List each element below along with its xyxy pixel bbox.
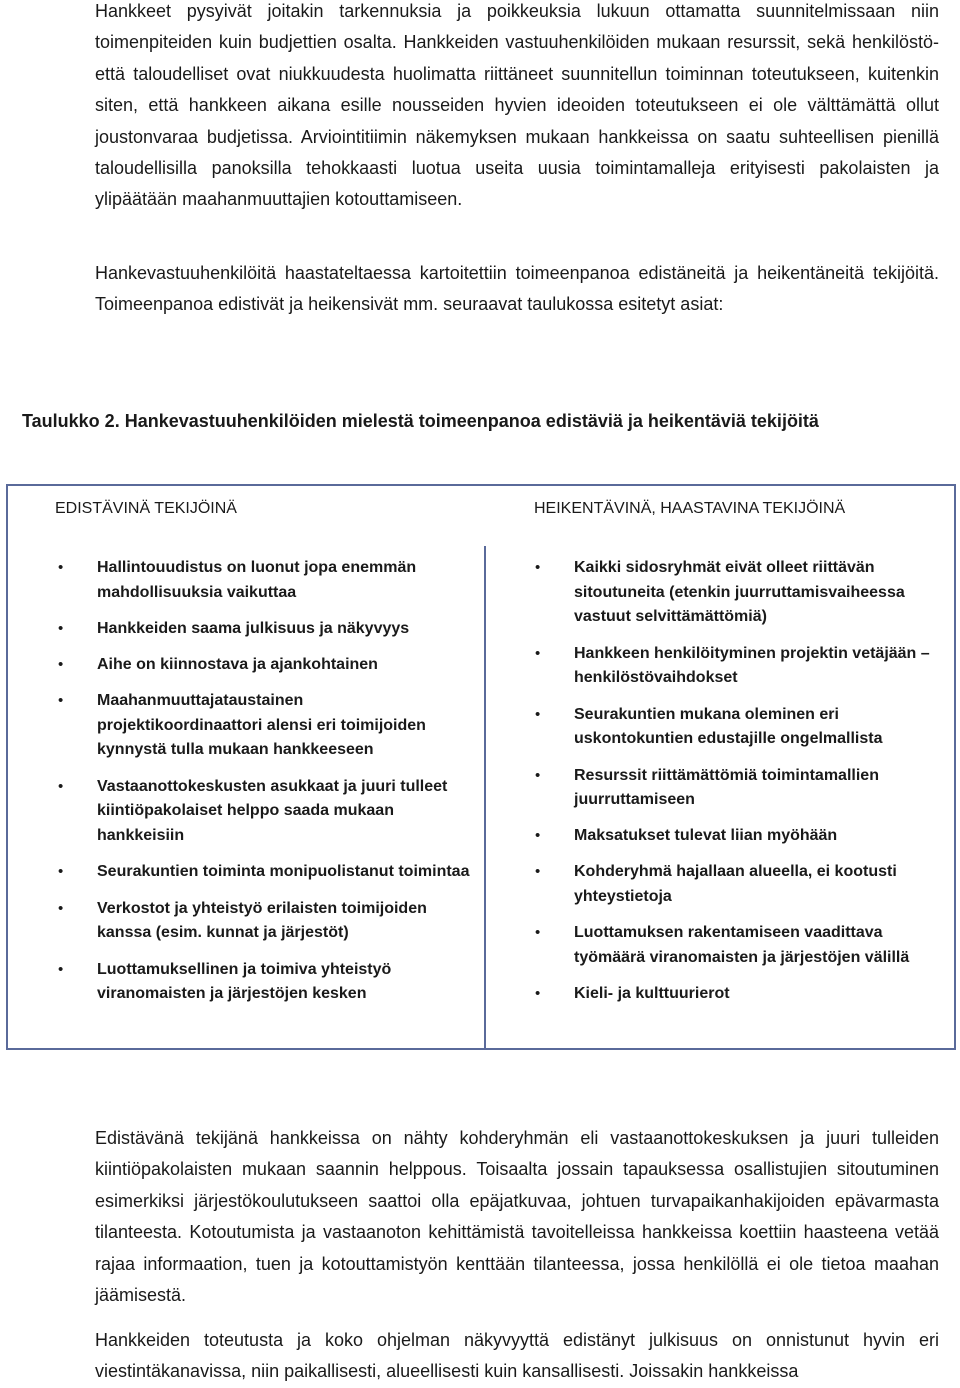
list-item [52,775,472,849]
list-item-text: Luottamuksellinen ja toimiva yhteistyö viranomaisten ja järjestöjen kesken [97,960,392,1002]
list-item [529,556,949,630]
bullet: • [58,620,64,637]
list-item [529,764,949,813]
list-item [52,689,472,763]
bullet: • [535,766,541,784]
bullet: • [535,826,541,844]
list-item-text: Resurssit riittämättömiä toimintamallien juurruttamiseen [574,766,879,808]
list-item [529,824,949,849]
list-item [52,556,472,605]
list-item [529,703,949,752]
list-item [529,860,949,909]
list-item [529,982,949,1007]
bullet: • [535,644,541,662]
list-item-text: Seurakuntien toiminta monipuolistanut toimintaa [97,863,470,880]
list-item-text: Verkostot ja yhteistyö erilaisten toimijoiden kanssa (esim. kunnat ja järjestöt) [97,899,427,941]
hindering-factors-header: HEIKENTÄVINÄ, HAASTAVINA TEKIJÖINÄ [534,500,846,517]
bullet: • [58,777,64,795]
intro-paragraph: Hankkeet pysyivät joitakin tarkennuksia ja poikkeuksia lukuun ottamatta suunnitelmissaan niin toimenpiteiden kuin budjettien osalta. Hankkeiden vastuuhenkilöiden mukaan resurssit, sekä henkilöstö- että taloudelliset ovat niukkuudesta huolimatta riittäneet suunnitellun toiminnan toteutukseen, kuitenkin siten, että hankkeen aikana esille nousseiden hyvien ideoiden toteutukseen ei ole välttämättä ollut joustonvaraa budjetissa. Arviointitiimin näkemyksen mukaan hankkeissa on saatu suhteellisen pienillä taloudellisilla panoksilla tehokkaasti luotua useita uusia toimintamalleja erityisesti pakolaisten ja ylipäätään maahanmuuttajien kotouttamiseen. [95,1,939,210]
bullet: • [535,863,541,880]
list-item [52,860,472,885]
list-item-text: Maahanmuuttajataustainen projektikoordinaattori alensi eri toimijoiden kynnystä tulla mukaan hankkeeseen [97,692,426,758]
interview-paragraph: Hankevastuuhenkilöitä haastateltaessa kartoitettiin toimeenpanoa edistäneitä ja heikentäneitä tekijöitä. Toimeenpanoa edistivät ja heikensivät mm. seuraavat taulukossa esitetyt asiat: [95,263,939,315]
bullet: • [58,692,64,709]
bullet: • [535,705,541,723]
promoting-factors-paragraph: Edistävänä tekijänä hankkeissa on nähty kohderyhmän eli vastaanottokeskuksen ja juuri tulleiden kiintiöpakolaisten mukaan saannin helppous. Toisaalta jossain tapauksessa osallistujien sitoutuminen esimerkiksi järjestökoulutukseen saattoi olla epäjatkuvaa, johtuen turvapaikanhakijoiden epävarmasta tilanteesta. Kotoutumista ja vastaanoton kehittämistä tavoitelleissa hankkeissa koettiin haasteena vetää rajaa informaation, tuen ja kotouttamistyön kenttään tilanteessa, jossa henkilöllä ei ole tietoa maahan jäämisestä. [95,1128,939,1306]
list-item-text: Hallintouudistus on luonut jopa enemmän mahdollisuuksia vaikuttaa [97,559,417,601]
list-item [529,921,949,970]
bullet: • [58,899,64,917]
bullet: • [535,559,541,576]
list-item-text: Luottamuksen rakentamiseen vaadittava työmäärä viranomaisten ja järjestöjen välillä [574,924,910,966]
list-item-text: Kohderyhmä hajallaan alueella, ei kootusti yhteystietoja [574,863,897,905]
promoting-factors-list [52,556,472,1007]
hindering-factors-list [529,556,949,1007]
bullet: • [58,863,64,880]
list-item-text: Hankkeiden saama julkisuus ja näkyvyys [97,620,410,637]
table-caption: Taulukko 2. Hankevastuuhenkilöiden mielestä toimeenpanoa edistäviä ja heikentäviä tekijöitä [22,411,819,431]
list-item [52,617,472,642]
list-item [529,642,949,691]
column-divider [484,546,486,1050]
list-item-text: Kaikki sidosryhmät eivät olleet riittävän sitoutuneita (etenkin juurruttamisvaiheessa vastuut selvittämättömiä) [574,559,905,625]
factors-table [6,484,956,1050]
list-item-text: Hankkeen henkilöityminen projektin vetäjään – henkilöstövaihdokset [574,644,930,686]
list-item-text: Aihe on kiinnostava ja ajankohtainen [97,655,378,673]
promoting-factors-header: EDISTÄVINÄ TEKIJÖINÄ [55,500,237,517]
list-item [52,897,472,946]
list-item-text: Seurakuntien mukana oleminen eri uskontokuntien edustajille ongelmallista [574,705,883,747]
list-item [52,653,472,678]
bullet: • [58,960,64,978]
bullet: • [535,924,541,941]
bullet: • [58,559,64,576]
publicity-paragraph: Hankkeiden toteutusta ja koko ohjelman näkyvyyttä edistänyt julkisuus on onnistunut hyvin eri viestintäkanavissa, niin paikallisesti, alueellisesti kuin kansallisesti. Joissakin hankkeissa [95,1330,939,1382]
list-item-text: Kieli- ja kulttuurierot [574,985,730,1002]
bullet: • [535,985,541,1002]
bullet: • [58,655,64,673]
list-item-text: Vastaanottokeskusten asukkaat ja juuri tulleet kiintiöpakolaiset helppo saada mukaan hankkeisiin [97,777,448,844]
list-item-text: Maksatukset tulevat liian myöhään [574,826,838,844]
list-item [52,958,472,1007]
